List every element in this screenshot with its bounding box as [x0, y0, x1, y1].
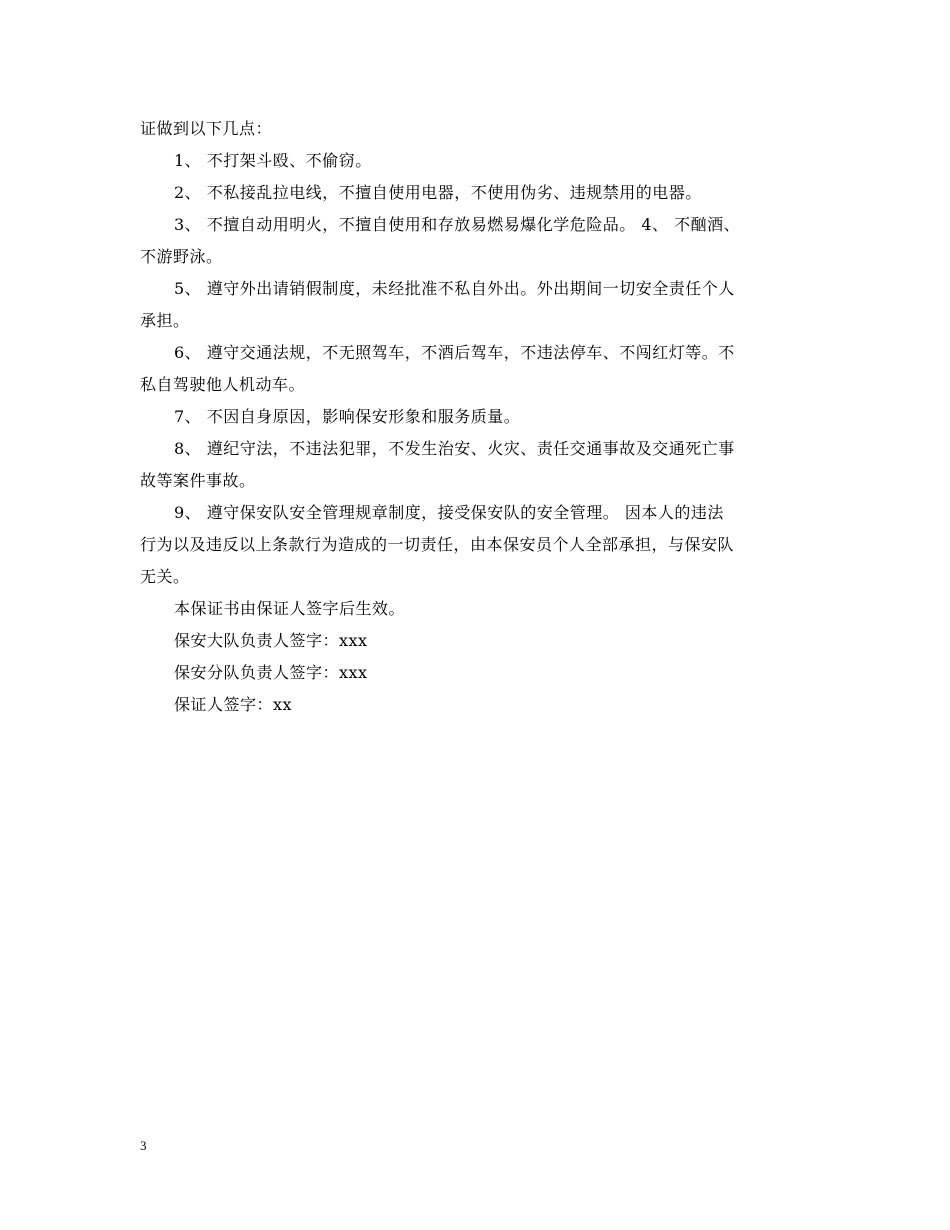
clause-9: 9、 遵守保安队安全管理规章制度，接受保安队的安全管理。 因本人的违法	[174, 503, 724, 522]
squad-leader-signature: 保安分队负责人签字：xxx	[174, 663, 368, 682]
text-line: 承担。	[140, 311, 190, 330]
text-line: 不游野泳。	[140, 247, 223, 266]
text-line: 无关。	[140, 567, 190, 586]
guarantor-signature: 保证人签字：xx	[174, 695, 293, 714]
clause-8: 8、 遵纪守法，不违法犯罪，不发生治安、火灾、责任交通事故及交通死亡事	[174, 439, 735, 458]
clause-2: 2、 不私接乱拉电线，不擅自使用电器，不使用伪劣、违规禁用的电器。	[174, 183, 702, 202]
text-line: 故等案件事故。	[140, 471, 256, 490]
text-line: 私自驾驶他人机动车。	[140, 375, 306, 394]
text-line: 行为以及违反以上条款行为造成的一切责任，由本保安员个人全部承担，与保安队	[140, 535, 735, 554]
clause-5: 5、 遵守外出请销假制度，未经批准不私自外出。外出期间一切安全责任个人	[174, 279, 735, 298]
page-number: 3	[140, 1138, 147, 1153]
document-body	[140, 113, 812, 721]
effective-statement: 本保证书由保证人签字后生效。	[174, 599, 406, 618]
text-line: 证做到以下几点：	[140, 119, 273, 138]
brigade-leader-signature: 保安大队负责人签字：xxx	[174, 631, 368, 650]
clause-7: 7、 不因自身原因，影响保安形象和服务质量。	[174, 407, 521, 426]
clause-3: 3、 不擅自动用明火，不擅自使用和存放易燃易爆化学危险品。 4、 不酗酒、	[174, 215, 741, 234]
clause-1: 1、 不打架斗殴、不偷窃。	[174, 151, 372, 170]
clause-6: 6、 遵守交通法规，不无照驾车，不酒后驾车，不违法停车、不闯红灯等。不	[174, 343, 735, 362]
